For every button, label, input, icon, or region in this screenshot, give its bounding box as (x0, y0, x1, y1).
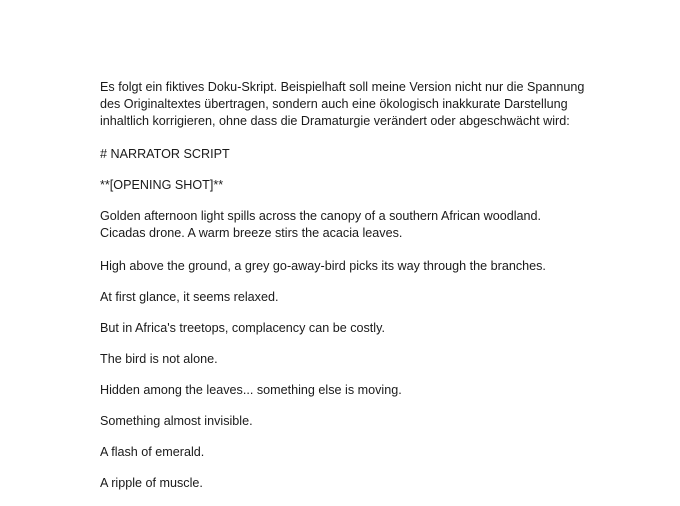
script-heading: # NARRATOR SCRIPT (100, 147, 230, 161)
script-line-5: The bird is not alone. (100, 352, 218, 366)
document-page (100, 79, 590, 506)
script-line-2: High above the ground, a grey go-away-bird picks its way through the branches. (100, 259, 546, 273)
script-line-9: A ripple of muscle. (100, 476, 203, 490)
script-line-1: Golden afternoon light spills across the canopy of a southern African woodland. Cicadas drone. A warm breeze stirs the acacia leaves. (100, 209, 542, 240)
script-line-6: Hidden among the leaves... something else is moving. (100, 383, 402, 397)
opening-shot-label: **[OPENING SHOT]** (100, 178, 224, 192)
intro-paragraph: Es folgt ein fiktives Doku-Skript. Beispielhaft soll meine Version nicht nur die Spannung des Originaltextes übertragen, sondern auch eine ökologisch inakkurate Darstellung inhaltlich korrigieren, ohne dass die Dramaturgie verändert oder abgeschwächt wird: (100, 80, 585, 128)
script-line-7: Something almost invisible. (100, 414, 253, 428)
script-line-8: A flash of emerald. (100, 445, 205, 459)
script-line-3: At first glance, it seems relaxed. (100, 290, 279, 304)
script-line-4: But in Africa's treetops, complacency can be costly. (100, 321, 385, 335)
